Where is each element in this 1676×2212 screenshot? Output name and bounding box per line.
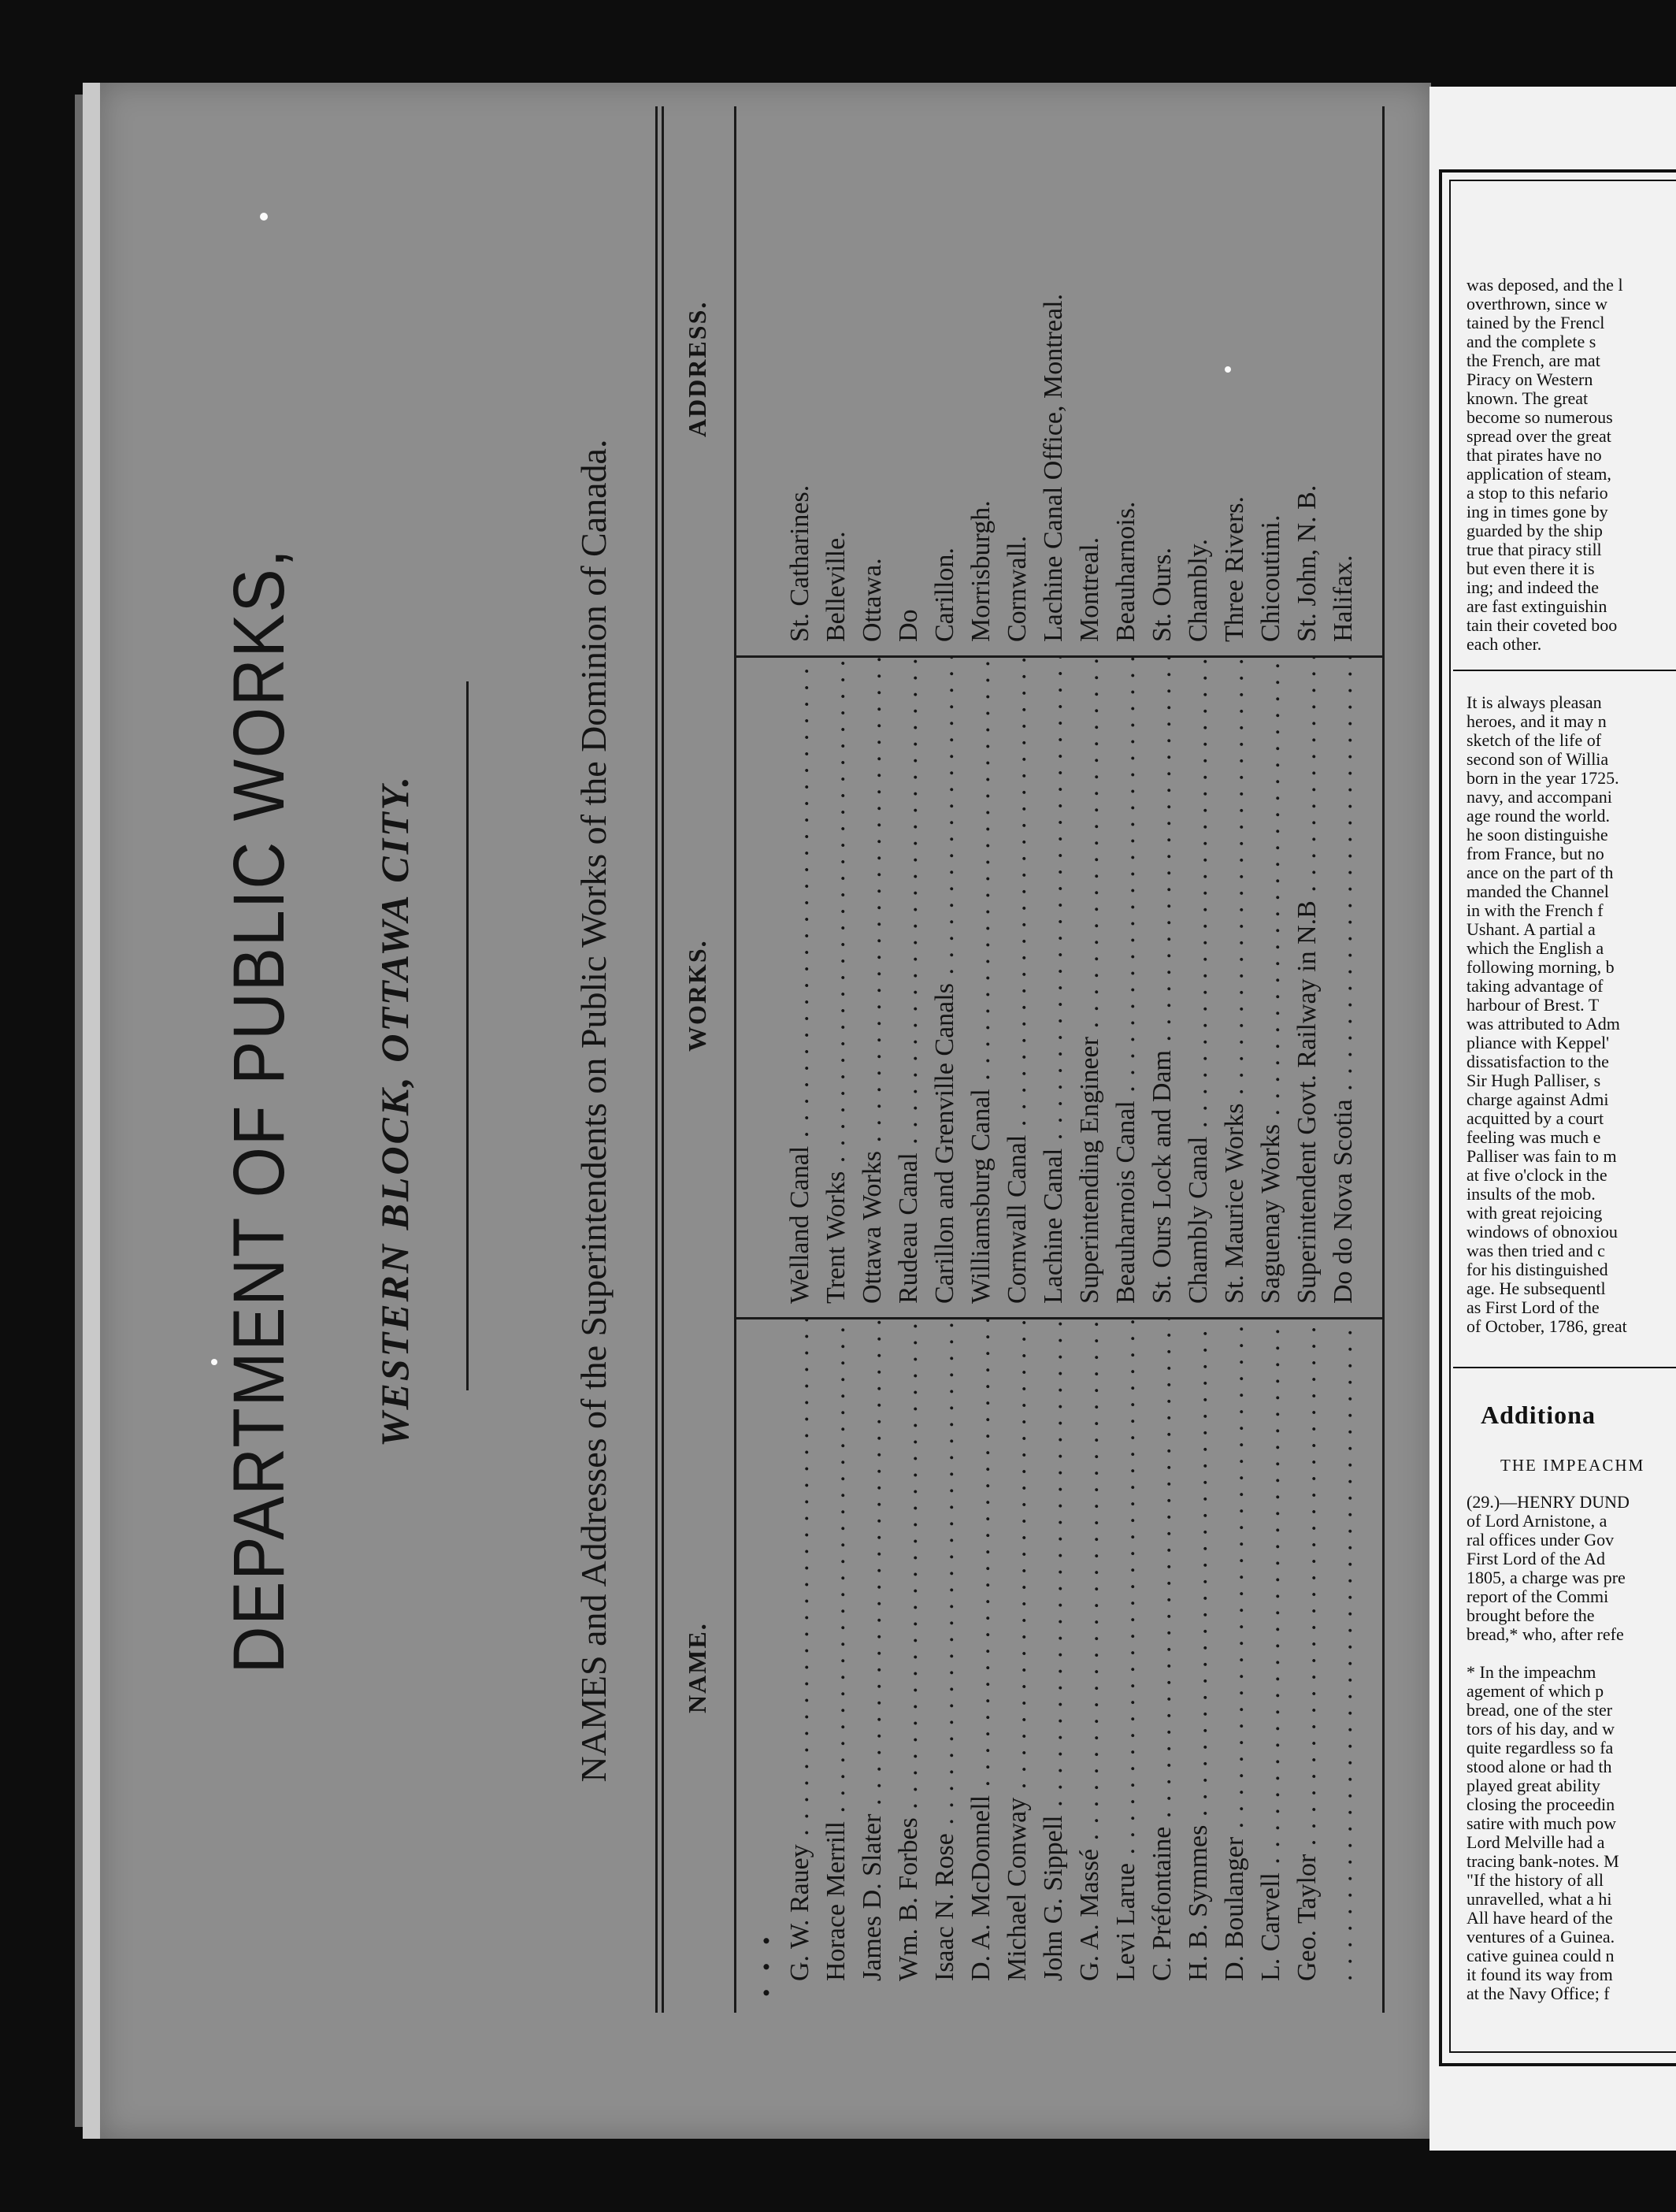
newspaper-line: in with the French f xyxy=(1466,900,1604,920)
works-cell: Beauharnois Canal . . . xyxy=(1111,658,1141,1304)
newspaper-line: was then tried and c xyxy=(1466,1241,1605,1260)
address-cell: Morrisburgh. xyxy=(966,500,996,642)
ornament: • • • xyxy=(754,1936,780,1997)
newspaper-line: quite regardless so fa xyxy=(1466,1738,1614,1757)
address-cell: St. John, N. B. xyxy=(1292,484,1322,642)
table-row xyxy=(1329,106,1359,2013)
table-row xyxy=(821,106,851,2013)
name-cell: G. W. Rauey . . . xyxy=(785,1319,815,1981)
address-cell: Cornwall. xyxy=(1003,535,1032,642)
name-cell: Levi Larue . . . xyxy=(1111,1319,1141,1981)
newspaper-line: sketch of the life of xyxy=(1466,730,1602,750)
newspaper-line: It is always pleasan xyxy=(1466,693,1602,712)
newspaper-line: with great rejoicing xyxy=(1466,1203,1603,1223)
table-bottom-rule xyxy=(1382,106,1385,2013)
newspaper-line: charge against Admi xyxy=(1466,1089,1609,1109)
newspaper-line: feeling was much e xyxy=(1466,1127,1601,1147)
newspaper-line: following morning, b xyxy=(1466,957,1615,977)
table-row xyxy=(1111,106,1141,2013)
newspaper-line: of Lord Arnistone, a xyxy=(1466,1511,1607,1531)
newspaper-column-top xyxy=(1466,276,1676,654)
newspaper-line: navy, and accompani xyxy=(1466,787,1612,807)
superintendents-table xyxy=(667,106,1423,2013)
newspaper-line: ing in times gone by xyxy=(1466,502,1608,521)
newspaper-line: was deposed, and the l xyxy=(1466,276,1623,295)
address-cell: St. Catharines. xyxy=(785,484,814,642)
name-cell: Wm. B. Forbes . . . xyxy=(894,1319,924,1981)
address-cell: Chicoutimi. xyxy=(1256,514,1285,642)
name-cell: Geo. Taylor . . . xyxy=(1292,1319,1322,1981)
newspaper-line: insults of the mob. xyxy=(1466,1184,1596,1204)
name-cell: H. B. Symmes . . . xyxy=(1184,1319,1214,1981)
column-header-address: ADDRESS. xyxy=(683,300,711,437)
newspaper-line: unravelled, what a hi xyxy=(1466,1889,1612,1909)
newspaper-line: First Lord of the Ad xyxy=(1466,1549,1605,1568)
newspaper-line: harbour of Brest. T xyxy=(1466,995,1600,1015)
newspaper-line: bread, one of the ster xyxy=(1466,1700,1613,1720)
table-top-rule xyxy=(655,106,658,2013)
newspaper-column-bottom xyxy=(1466,1493,1676,2003)
table-row xyxy=(1039,106,1069,2013)
newspaper-line: application of steam, xyxy=(1466,464,1611,484)
address-cell: Beauharnois. xyxy=(1111,501,1140,642)
newspaper-line: ing; and indeed the xyxy=(1466,577,1600,597)
newspaper-line: ventures of a Guinea. xyxy=(1466,1927,1615,1947)
card-subtitle: WESTERN BLOCK, OTTAWA CITY. xyxy=(373,774,417,1447)
column-header-name: NAME. xyxy=(683,1622,711,1713)
works-cell: Superintending Engineer . . . xyxy=(1075,658,1105,1304)
newspaper-line: each other. xyxy=(1466,634,1542,654)
newspaper-line: pliance with Keppel' xyxy=(1466,1033,1610,1052)
table-row xyxy=(1256,106,1286,2013)
name-cell xyxy=(1329,1319,1359,1981)
newspaper-line: as First Lord of the xyxy=(1466,1297,1600,1317)
newspaper-line: tors of his day, and w xyxy=(1466,1719,1615,1739)
name-cell: L. Carvell . . . xyxy=(1256,1319,1286,1981)
name-cell: James D. Slater . . . xyxy=(858,1319,888,1981)
newspaper-line: agement of which p xyxy=(1466,1681,1604,1701)
name-cell: C. Préfontaine . . . xyxy=(1148,1319,1177,1981)
newspaper-line: 1805, a charge was pre xyxy=(1466,1568,1626,1587)
newspaper-line: of October, 1786, great xyxy=(1466,1316,1627,1336)
newspaper-line: that pirates have no xyxy=(1466,445,1602,465)
newspaper-line: age round the world. xyxy=(1466,806,1611,826)
newspaper-line: spread over the great xyxy=(1466,426,1611,446)
speck xyxy=(260,213,268,221)
newspaper-line: but even there it is xyxy=(1466,559,1595,578)
newspaper-line: at five o'clock in the xyxy=(1466,1165,1607,1185)
newspaper-line: at the Navy Office; f xyxy=(1466,1984,1610,2003)
table-header-rule xyxy=(734,106,736,2013)
table-row xyxy=(858,106,888,2013)
newspaper-line: Palliser was fain to m xyxy=(1466,1146,1617,1166)
newspaper-line: a stop to this nefario xyxy=(1466,483,1608,503)
newspaper-line: brought before the xyxy=(1466,1605,1595,1625)
speck xyxy=(1225,366,1231,373)
works-cell: Saguenay Works . . . xyxy=(1256,658,1286,1304)
newspaper-line: Sir Hugh Palliser, s xyxy=(1466,1071,1601,1090)
address-cell: Carillon. xyxy=(930,547,959,642)
works-cell: Lachine Canal . . . xyxy=(1039,658,1069,1304)
table-row xyxy=(1003,106,1033,2013)
newspaper-line: Ushant. A partial a xyxy=(1466,919,1596,939)
table-row xyxy=(1184,106,1214,2013)
newspaper-line: it found its way from xyxy=(1466,1965,1613,1984)
table-row xyxy=(1148,106,1177,2013)
newspaper-section-heading: Additiona xyxy=(1481,1401,1596,1429)
table-row xyxy=(966,106,996,2013)
newspaper-line: overthrown, since w xyxy=(1466,294,1608,314)
address-cell: St. Ours. xyxy=(1148,547,1177,642)
address-cell: Halifax. xyxy=(1329,555,1358,642)
newspaper-line: which the English a xyxy=(1466,938,1604,958)
newspaper-line: bread,* who, after refe xyxy=(1466,1624,1624,1644)
works-cell: Welland Canal . . . xyxy=(785,658,815,1304)
newspaper-line: was attributed to Adm xyxy=(1466,1014,1620,1034)
name-cell: D. A. McDonnell . . . xyxy=(966,1319,996,1981)
newspaper-line: report of the Commi xyxy=(1466,1587,1609,1606)
works-cell: Superintendent Govt. Railway in N.B . . . xyxy=(1292,658,1322,1304)
name-cell: D. Boulanger . . . xyxy=(1220,1319,1250,1981)
name-cell: John G. Sippell . . . xyxy=(1039,1319,1069,1981)
address-cell: Do xyxy=(894,609,923,642)
works-cell: St. Maurice Works . . . xyxy=(1220,658,1250,1304)
newspaper-line: tained by the Frencl xyxy=(1466,313,1605,332)
newspaper-line: Lord Melville had a xyxy=(1466,1832,1605,1852)
newspaper-line: cative guinea could n xyxy=(1466,1946,1615,1965)
address-cell: Three Rivers. xyxy=(1220,495,1249,642)
newspaper-section-subheading: THE IMPEACHM xyxy=(1500,1456,1645,1475)
newspaper-line: satire with much pow xyxy=(1466,1813,1617,1833)
newspaper-line: from France, but no xyxy=(1466,844,1604,863)
table-row xyxy=(894,106,924,2013)
works-cell: Rudeau Canal . . . xyxy=(894,658,924,1304)
newspaper-line: closing the proceedin xyxy=(1466,1794,1615,1814)
name-cell: Isaac N. Rose . . . xyxy=(930,1319,960,1981)
works-cell: Carillon and Grenville Canals . . . xyxy=(930,658,960,1304)
newspaper-line: "If the history of all xyxy=(1466,1870,1604,1890)
newspaper-line: age. He subsequentl xyxy=(1466,1279,1606,1298)
newspaper-line: tracing bank-notes. M xyxy=(1466,1851,1619,1871)
name-cell: Horace Merrill . . . xyxy=(821,1319,851,1981)
newspaper-line xyxy=(1466,1644,1676,1663)
newspaper-line: windows of obnoxiou xyxy=(1466,1222,1618,1241)
name-cell: Michael Conway . . . xyxy=(1003,1319,1033,1981)
newspaper-line: ance on the part of th xyxy=(1466,863,1614,882)
table-row xyxy=(1220,106,1250,2013)
newspaper-line: and the complete s xyxy=(1466,332,1596,351)
works-cell: St. Ours Lock and Dam . . . xyxy=(1148,658,1177,1304)
newspaper-line: born in the year 1725. xyxy=(1466,768,1619,788)
card-title: DEPARTMENT OF PUBLIC WORKS, xyxy=(219,547,299,1674)
address-cell: Montreal. xyxy=(1075,536,1104,642)
name-cell: G. A. Massé . . . xyxy=(1075,1319,1105,1981)
newspaper-line: tain their coveted boo xyxy=(1466,615,1618,635)
works-cell: Ottawa Works . . . xyxy=(858,658,888,1304)
works-cell: Do do Nova Scotia . . . xyxy=(1329,658,1359,1304)
newspaper-line: become so numerous xyxy=(1466,407,1613,427)
newspaper-line: known. The great xyxy=(1466,388,1589,408)
works-cell: Williamsburg Canal . . . xyxy=(966,658,996,1304)
table-row xyxy=(1292,106,1322,2013)
newspaper-line: taking advantage of xyxy=(1466,976,1604,996)
superintendents-card xyxy=(83,83,1431,2139)
newspaper-line: he soon distinguishe xyxy=(1466,825,1608,844)
newspaper-line: manded the Channel xyxy=(1466,881,1609,901)
title-rule xyxy=(466,681,469,1390)
newspaper-line: second son of Willia xyxy=(1466,749,1609,769)
newspaper-rule xyxy=(1453,1367,1676,1368)
card-rotated-content xyxy=(100,83,1431,2139)
address-cell: Ottawa. xyxy=(858,558,887,642)
newspaper-line: stood alone or had th xyxy=(1466,1757,1612,1776)
table-row xyxy=(785,106,815,2013)
newspaper-line: for his distinguished xyxy=(1466,1260,1608,1279)
table-row xyxy=(1075,106,1105,2013)
newspaper-line: the French, are mat xyxy=(1466,351,1600,370)
newspaper-line: (29.)—HENRY DUND xyxy=(1466,1493,1630,1512)
newspaper-rule xyxy=(1453,670,1676,671)
works-cell: Chambly Canal . . . xyxy=(1184,658,1214,1304)
newspaper-line: Piracy on Western xyxy=(1466,369,1593,389)
newspaper-line: true that piracy still xyxy=(1466,540,1602,559)
newspaper-line: * In the impeachm xyxy=(1466,1662,1596,1682)
newspaper-line: All have heard of the xyxy=(1466,1908,1613,1928)
newspaper-line: heroes, and it may n xyxy=(1466,711,1607,731)
works-cell: Cornwall Canal . . . xyxy=(1003,658,1033,1304)
newspaper-line: played great ability xyxy=(1466,1776,1600,1795)
address-cell: Belleville. xyxy=(821,531,851,642)
column-header-works: WORKS. xyxy=(683,939,711,1052)
newspaper-line: acquitted by a court xyxy=(1466,1108,1604,1128)
newspaper-column-middle xyxy=(1466,693,1676,1336)
address-cell: Lachine Canal Office, Montreal. xyxy=(1039,293,1068,642)
table-top-rule-2 xyxy=(662,106,664,2013)
speck xyxy=(211,1359,217,1365)
address-cell: Chambly. xyxy=(1184,539,1213,642)
newspaper-line: dissatisfaction to the xyxy=(1466,1052,1609,1071)
card-heading: NAMES and Addresses of the Superintendents on Public Works of the Dominion of Canada. xyxy=(573,439,614,1783)
works-cell: Trent Works . . . xyxy=(821,658,851,1304)
newspaper-line: ral offices under Gov xyxy=(1466,1530,1615,1550)
table-row xyxy=(930,106,960,2013)
newspaper-line: are fast extinguishin xyxy=(1466,596,1607,616)
newspaper-line: guarded by the ship xyxy=(1466,521,1603,540)
